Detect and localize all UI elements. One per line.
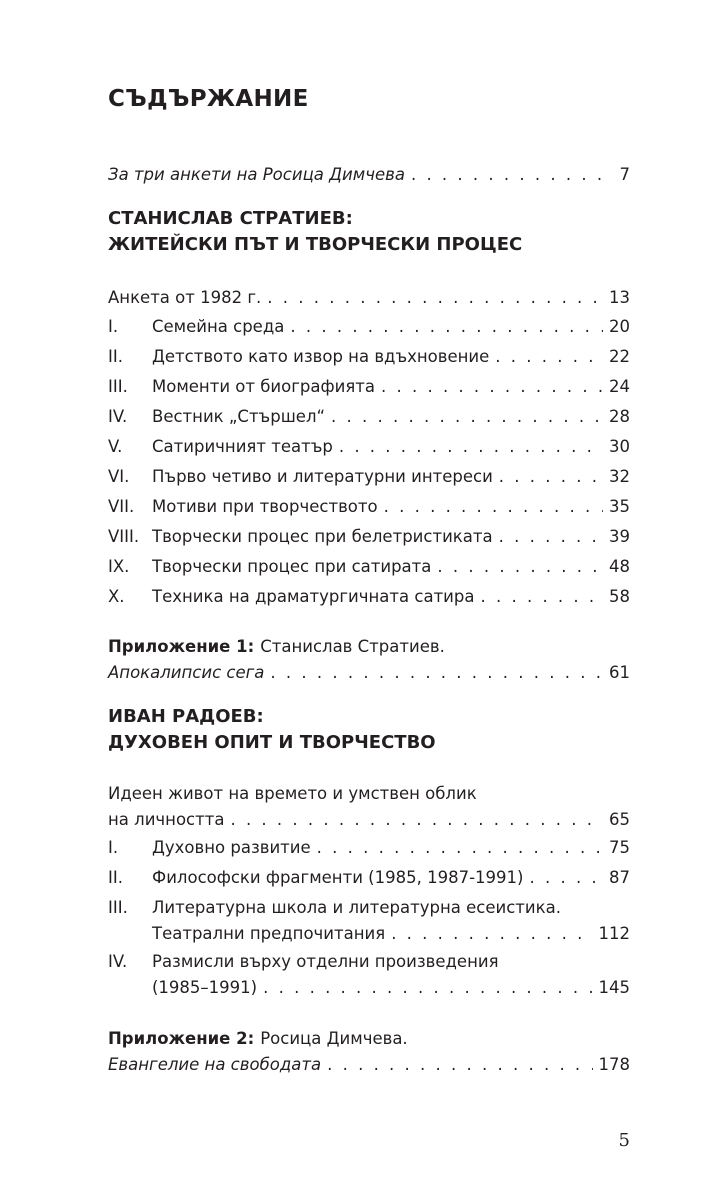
entry-number: X. (108, 587, 125, 606)
appendix-label: Приложение 1: (108, 637, 255, 656)
leader-dots (270, 660, 603, 686)
section-heading-line: ДУХОВЕН ОПИТ И ТВОРЧЕСТВО (108, 732, 436, 753)
entry-number: II. (108, 347, 123, 366)
toc-entry[interactable] (108, 374, 630, 404)
leader-dots (411, 162, 614, 188)
section-heading-radoev (108, 704, 436, 756)
leader-dots (339, 434, 603, 460)
entry-page: 87 (609, 868, 630, 887)
entry-text: Идеен живот на времето и умствен облик (108, 784, 477, 803)
toc-entry[interactable] (108, 404, 630, 434)
entry-text: на личността (108, 810, 225, 829)
entry-page: 32 (609, 467, 630, 486)
entry-text: Творчески процес при белетристиката (152, 527, 493, 546)
leader-dots (384, 494, 603, 520)
toc-entry[interactable] (108, 285, 630, 311)
entry-page: 35 (609, 497, 630, 516)
section-heading-line: ИВАН РАДОЕВ: (108, 706, 264, 727)
leader-dots (495, 344, 603, 370)
toc-entry[interactable] (108, 464, 630, 494)
appendix-label: Приложение 2: (108, 1029, 255, 1048)
entry-page: 75 (609, 838, 630, 857)
toc-page (108, 0, 630, 1200)
leader-dots (391, 921, 592, 947)
entry-text: Театрални предпочитания (152, 924, 386, 943)
entry-text: Техника на драматургичната сатира (152, 587, 475, 606)
entry-page: 30 (609, 437, 630, 456)
entry-number: I. (108, 317, 119, 336)
entry-text: Духовно развитие (152, 838, 311, 857)
leader-dots (331, 404, 603, 430)
page-number: 5 (618, 1130, 630, 1151)
leader-dots (499, 524, 603, 550)
entry-page: 20 (609, 317, 630, 336)
page-title: СЪДЪРЖАНИЕ (108, 86, 309, 112)
leader-dots (480, 584, 603, 610)
entry-page: 7 (619, 165, 630, 184)
entry-text: Евангелие на свободата (108, 1055, 322, 1074)
leader-dots (381, 374, 603, 400)
entry-text: Анкета от 1982 г. (108, 288, 262, 307)
toc-entry[interactable] (108, 314, 630, 344)
toc-entry[interactable] (108, 434, 630, 464)
entry-text: Апокалипсис сега (108, 663, 265, 682)
leader-dots (437, 554, 603, 580)
entry-number: IV. (108, 407, 128, 426)
toc-entry-intro[interactable] (108, 162, 630, 188)
entry-page: 178 (598, 1055, 630, 1074)
entry-number: VIII. (108, 527, 140, 546)
entry-page: 22 (609, 347, 630, 366)
leader-dots (230, 807, 603, 833)
entry-page: 28 (609, 407, 630, 426)
leader-dots (290, 314, 603, 340)
entry-text: (1985–1991) (152, 978, 258, 997)
entry-number: III. (108, 898, 128, 917)
section-heading-stratiev (108, 206, 522, 258)
entry-number: V. (108, 437, 123, 456)
entry-number: VII. (108, 497, 135, 516)
entry-number: II. (108, 868, 123, 887)
leader-dots (327, 1052, 592, 1078)
appendix-author: Станислав Стратиев. (260, 637, 445, 656)
toc-entry[interactable] (108, 895, 630, 949)
toc-entry-appendix-1[interactable] (108, 634, 630, 686)
entry-number: I. (108, 838, 119, 857)
entry-text: Мотиви при творчеството (152, 497, 378, 516)
entry-text: Философски фрагменти (1985, 1987-1991) (152, 868, 524, 887)
toc-list-section1 (108, 314, 630, 614)
toc-entry[interactable] (108, 781, 630, 833)
toc-entry[interactable] (108, 494, 630, 524)
entry-text: Вестник „Стършел“ (152, 407, 326, 426)
toc-entry[interactable] (108, 554, 630, 584)
entry-number: IV. (108, 952, 128, 971)
entry-text: Първо четиво и литературни интереси (152, 467, 493, 486)
leader-dots (529, 865, 603, 891)
entry-page: 48 (609, 557, 630, 576)
section-heading-line: СТАНИСЛАВ СТРАТИЕВ: (108, 208, 353, 229)
entry-page: 61 (609, 663, 630, 682)
section-heading-line: ЖИТЕЙСКИ ПЪТ И ТВОРЧЕСКИ ПРОЦЕС (108, 234, 523, 255)
leader-dots (499, 464, 603, 490)
entry-page: 145 (598, 978, 630, 997)
entry-text: Литературна школа и литературна есеистика. (152, 898, 561, 917)
entry-text: Размисли върху отделни произведения (152, 952, 499, 971)
toc-entry[interactable] (108, 524, 630, 554)
entry-number: VI. (108, 467, 130, 486)
entry-text: Сатиричният театър (152, 437, 333, 456)
toc-entry-appendix-2[interactable] (108, 1026, 630, 1078)
entry-text: Детството като извор на вдъхновение (152, 347, 490, 366)
entry-text: Моменти от биографията (152, 377, 375, 396)
leader-dots (317, 835, 603, 861)
entry-page: 39 (609, 527, 630, 546)
entry-text: За три анкети на Росица Димчева (108, 165, 405, 184)
toc-entry[interactable] (108, 865, 630, 895)
entry-text: Семейна среда (152, 317, 285, 336)
entry-page: 13 (609, 288, 630, 307)
leader-dots (263, 975, 592, 1001)
entry-page: 112 (598, 924, 630, 943)
toc-entry[interactable] (108, 344, 630, 374)
entry-number: IX. (108, 557, 130, 576)
toc-entry[interactable] (108, 835, 630, 865)
entry-page: 58 (609, 587, 630, 606)
entry-text: Творчески процес при сатирата (152, 557, 432, 576)
toc-entry[interactable] (108, 584, 630, 614)
entry-page: 24 (609, 377, 630, 396)
leader-dots (267, 285, 603, 311)
toc-entry[interactable] (108, 949, 630, 1001)
entry-page: 65 (609, 810, 630, 829)
appendix-author: Росица Димчева. (260, 1029, 408, 1048)
toc-list-section2 (108, 835, 630, 1001)
entry-number: III. (108, 377, 128, 396)
